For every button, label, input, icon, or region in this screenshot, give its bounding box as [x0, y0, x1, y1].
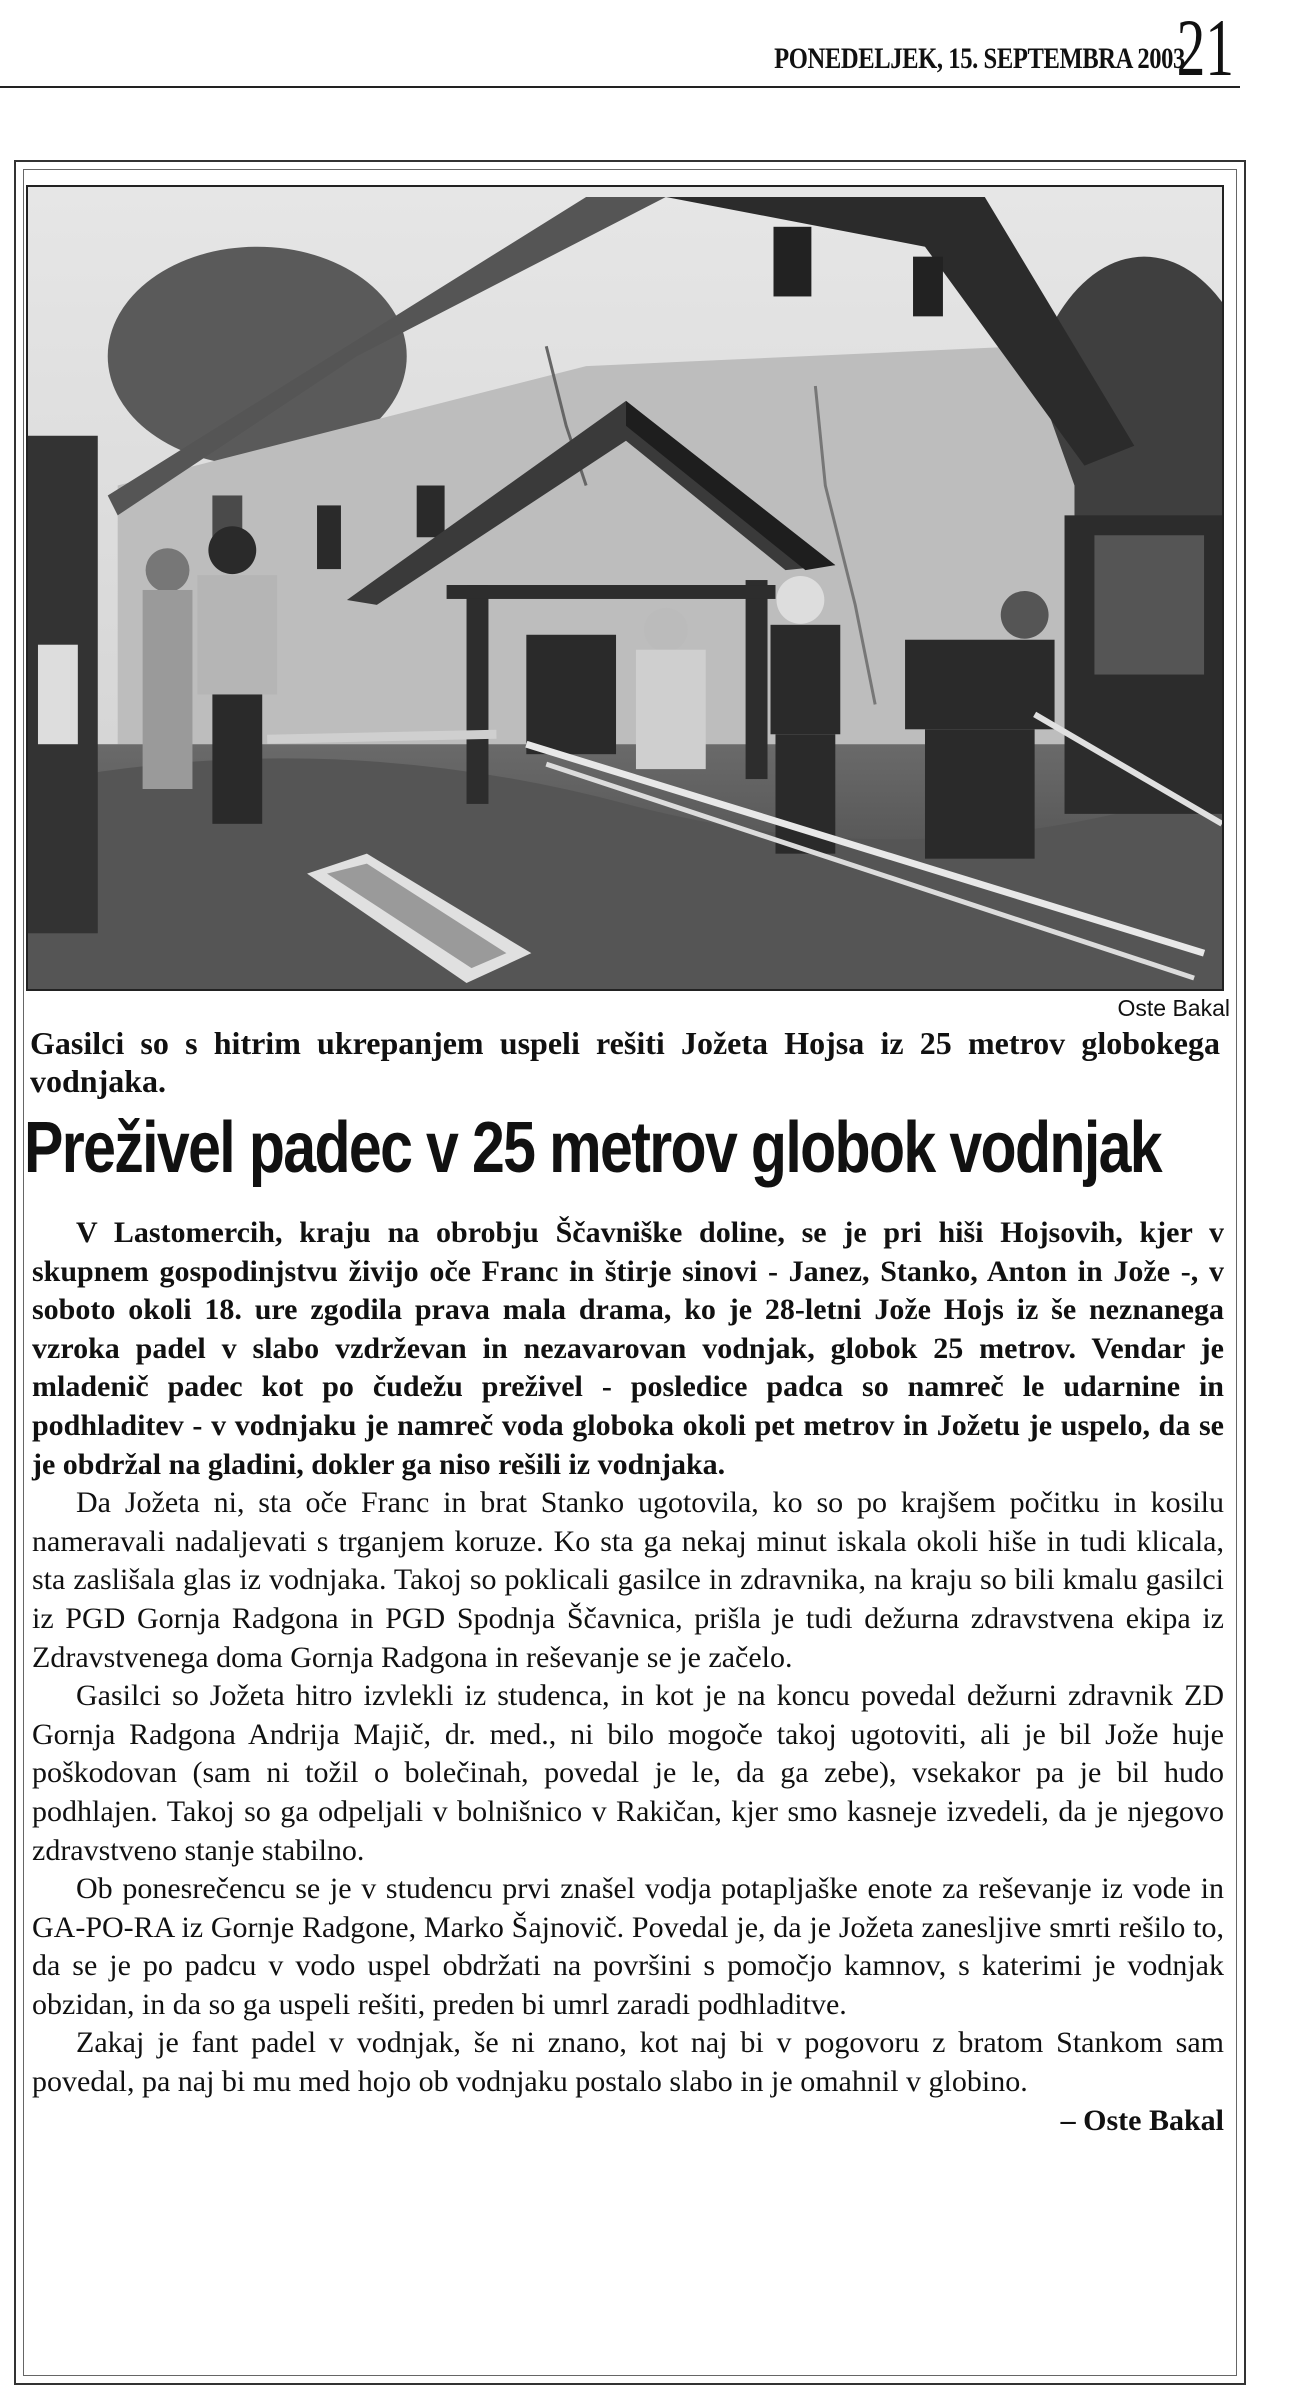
page-number: 21 [1176, 2, 1234, 93]
rescue-photo-illustration [28, 187, 1222, 989]
photo-credit: Oste Bakal [1117, 995, 1230, 1021]
article-body [32, 1214, 1224, 2140]
article-paragraph: Ob ponesrečencu se je v studencu prvi znašel vodja potapljaške enote za reševanje iz vode in GA-PO-RA iz Gornje Radgone, Marko Šajnovič. Povedal je, da je Jožeta zanesljive smrti rešilo to, da se je po padcu v vodo uspel obdržati na površini s pomočjo kamnov, s katerimi je vodnjak obzidan, in da so ga uspeli rešiti, preden bi umrl zaradi podhladitve. [32, 1872, 1224, 2021]
article-box [14, 160, 1246, 2385]
rescue-photo [26, 185, 1224, 991]
article-paragraph-text: Zakaj je fant padel v vodnjak, še ni znano, kot naj bi v pogovoru z bratom Stankom sam povedal, pa naj bi mu med hojo ob vodnjaku postalo slabo in je omahnil v globino. [32, 2026, 1224, 2099]
article-paragraph: Da Jožeta ni, sta oče Franc in brat Stanko ugotovila, ko so po krajšem počitku in kosilu nameravali nadaljevati s trganjem koruze. Ko sta ga nekaj minut iskala okoli hiše in tudi klicala, sta zaslišala glas iz vodnjaka. Takoj so poklicali gasilce in zdravnika, na kraju so bili kmalu gasilci iz PGD Gornja Radgona in PGD Spodnja Ščavnica, prišla je tudi dežurna zdravstvena ekipa iz Zdravstvenega doma Gornja Radgona in reševanje se je začelo. [32, 1486, 1224, 1674]
article-lead-paragraph: V Lastomercih, kraju na obrobju Ščavniške doline, se je pri hiši Hojsovih, kjer v skupnem gospodinjstvu živijo oče Franc in štirje sinovi - Janez, Stanko, Anton in Jože -, v soboto okoli 18. ure zgodila prava mala drama, ko je 28-letni Jože Hojs iz še neznanega vzroka padel v slabo vzdrževan in nezavarovan vodnjak, globok 25 metrov. Vendar je mladenič padec kot po čudežu preživel - posledice padca so namreč le udarnine in podhladitev - v vodnjaku je namreč voda globoka okoli pet metrov in Jožetu je uspelo, da se je obdržal na gladini, dokler ga niso rešili iz vodnjaka. [32, 1216, 1224, 1481]
author-byline: – Oste Bakal [1060, 2103, 1224, 2137]
photo-caption: Gasilci so s hitrim ukrepanjem uspeli rešiti Jožeta Hojsa iz 25 metrov globokega vodnjaka. [30, 1025, 1220, 1099]
issue-date: PONEDELJEK, 15. SEPTEMBRA 2003 [774, 42, 1185, 75]
article-paragraph: Gasilci so Jožeta hitro izvlekli iz studenca, in kot je na koncu povedal dežurni zdravnik ZD Gornja Radgona Andrija Majič, dr. med., ni bilo mogoče takoj ugotoviti, ali je bil Jože huje poškodovan (sam ni tožil o bolečinah, povedal je le, da ga zebe), vsekakor pa je bil hudo podhlajen. Takoj so ga odpeljali v bolnišnico v Rakičan, kjer smo kasneje izvedeli, da je njegovo zdravstveno stanje stabilno. [32, 1679, 1224, 1867]
article-headline: Preživel padec v 25 metrov globok vodnjak [24, 1108, 1161, 1188]
article-paragraph [32, 2024, 1224, 2137]
page-header [0, 0, 1240, 93]
